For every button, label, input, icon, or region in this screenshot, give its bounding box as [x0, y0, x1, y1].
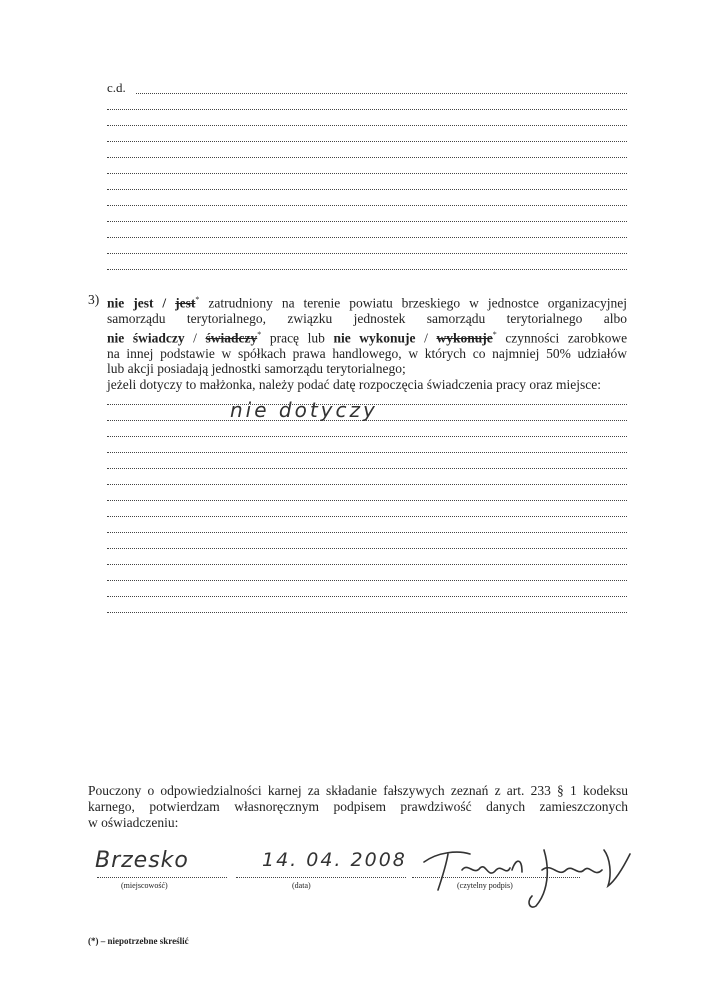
date-caption: (data)	[292, 881, 311, 890]
bold-text: nie jest /	[107, 295, 167, 311]
footnote-star: *	[492, 329, 497, 339]
warning-line-3: w oświadczeniu:	[88, 815, 179, 830]
dotted-line	[107, 124, 627, 126]
item-3-line-6: jeżeli dotyczy to małżonka, należy podać datę rozpoczęcia świadczenia pracy oraz miejsce:	[107, 376, 601, 392]
footnote-star: *	[257, 329, 262, 339]
bold-text: nie świadczy	[107, 330, 185, 345]
dotted-line	[107, 515, 627, 517]
dotted-line	[107, 595, 627, 597]
dotted-line	[107, 531, 627, 533]
footnote-star: *	[195, 295, 200, 304]
dotted-line	[107, 611, 627, 613]
struck-text: wykonuje	[436, 330, 493, 345]
warning-paragraph	[88, 783, 628, 831]
dotted-line	[107, 220, 627, 222]
dotted-line	[136, 92, 627, 94]
handwritten-signature	[418, 840, 638, 910]
item-number: 3)	[88, 292, 100, 307]
item-3-line-2: samorządu terytorialnego, związku jednostek samorządu terytorialnego albo	[107, 311, 627, 326]
warning-line-2: karnego, potwierdzam własnoręcznym podpisem prawdziwość danych zamieszczonych	[88, 799, 628, 814]
handwritten-date: 14. 04. 2008	[262, 849, 407, 871]
item-3-line-4: na innej podstawie w spółkach prawa handlowego, w których co najmniej 50% udziałów	[107, 345, 627, 361]
dotted-line	[107, 467, 627, 469]
handwritten-answer: nie dotyczy	[230, 398, 378, 422]
item-3-line-1	[107, 292, 627, 311]
body-text: czynności zarobkowe	[505, 330, 628, 345]
dotted-line	[107, 108, 627, 110]
dotted-line	[107, 268, 627, 270]
struck-text: jest	[175, 295, 196, 311]
dotted-line	[107, 204, 627, 206]
struck-text: świadczy	[205, 330, 258, 345]
dotted-line	[107, 435, 627, 437]
item-3-line-5: lub akcji posiadają jednostki samorządu terytorialnego;	[107, 361, 406, 376]
dotted-line	[107, 563, 627, 565]
place-caption: (miejscowość)	[121, 881, 168, 890]
slash: /	[424, 330, 428, 345]
dotted-line	[107, 156, 627, 158]
dotted-line	[107, 547, 627, 549]
handwritten-place: Brzesko	[95, 848, 189, 873]
dotted-line	[107, 483, 627, 485]
warning-line-1: Pouczony o odpowiedzialności karnej za składanie fałszywych zeznań z art. 233 § 1 kodeksu	[88, 783, 628, 798]
dotted-line	[107, 451, 627, 453]
dotted-line	[107, 252, 627, 254]
item-3-paragraph	[107, 292, 627, 392]
dotted-line	[107, 188, 627, 190]
dotted-line	[107, 579, 627, 581]
date-line	[236, 876, 406, 878]
dotted-line	[107, 172, 627, 174]
item-3-line-3	[107, 327, 627, 346]
slash: /	[193, 330, 197, 345]
footnote: (*) – niepotrzebne skreślić	[88, 936, 189, 946]
signature-caption: (czytelny podpis)	[457, 881, 513, 890]
dotted-line	[107, 236, 627, 238]
body-text: pracę lub	[269, 330, 325, 345]
continuation-label: c.d.	[107, 80, 126, 95]
place-line	[97, 876, 227, 878]
dotted-line	[107, 140, 627, 142]
body-text: zatrudniony na terenie powiatu brzeskiego w jednostce organizacyjnej	[208, 295, 628, 311]
dotted-line	[107, 499, 627, 501]
bold-text: nie wykonuje	[333, 330, 416, 345]
